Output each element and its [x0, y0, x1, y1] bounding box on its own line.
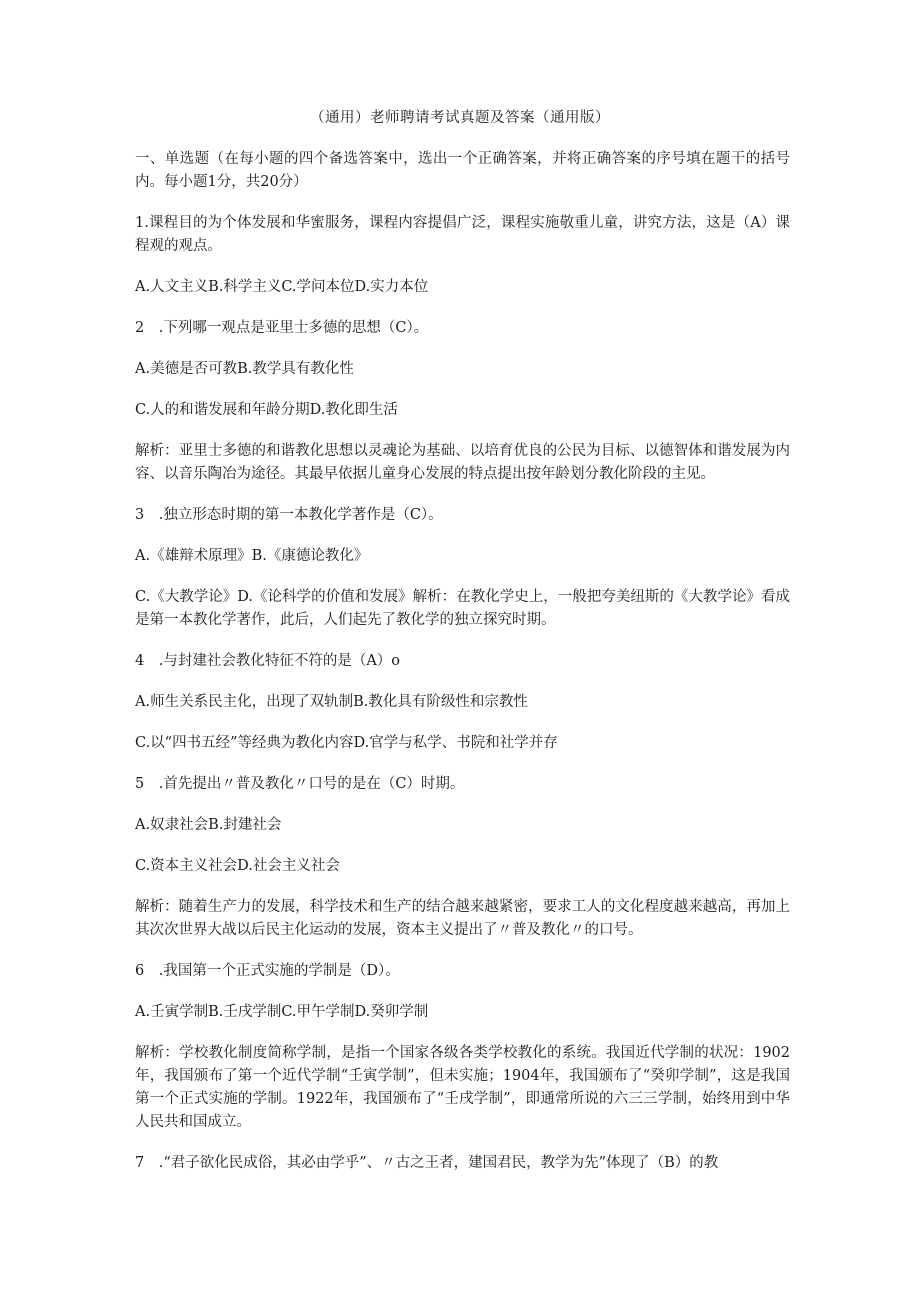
question-6-analysis: 解析：学校教化制度简称学制，是指一个国家各级各类学校教化的系统。我国近代学制的状况：1902年，我国颁布了第一个近代学制“壬寅学制”，但未实施；1904年，我国颁布了“癸卯学制”，这是我国第一个正式实施的学制。1922年，我国颁布了“壬戌学制”，即通常所说的六三三学制，始终用到中华人民共和国成立。 — [135, 1045, 790, 1130]
question-1-options: A.人文主义B.科学主义C.学问本位D.实力本位 — [135, 279, 429, 295]
document-title: （通用）老师聘请考试真题及答案（通用版） — [310, 110, 610, 126]
question-1: 1.课程目的为个体发展和华蜜服务，课程内容提倡广泛，课程实施敬重儿童，讲究方法，这是（A）课程观的观点。 — [135, 215, 790, 254]
question-2: 2 .下列哪一观点是亚里士多德的思想（C）。 — [135, 320, 429, 336]
question-5-options-ab: A.奴隶社会B.封建社会 — [135, 817, 282, 833]
question-5-options-cd: C.资本主义社会D.社会主义社会 — [135, 858, 340, 874]
question-5-analysis: 解析：随着生产力的发展，科学技术和生产的结合越来越紧密，要求工人的文化程度越来越高，再加上其次次世界大战以后民主化运动的发展，资本主义提出了〃普及教化〃的口号。 — [135, 899, 790, 938]
document-body — [135, 148, 790, 1193]
question-3-options-cd-analysis: C.《大教学论》D.《论科学的价值和发展》解析：在教化学史上，一般把夸美纽斯的《大教学论》看成是第一本教化学著作，此后，人们起先了教化学的独立探究时期。 — [135, 589, 790, 628]
question-2-options-cd: C.人的和谐发展和年龄分期D.教化即生活 — [135, 402, 398, 418]
question-3: 3 .独立形态时期的第一本教化学著作是（C）。 — [135, 507, 443, 523]
section-heading: 一、单选题（在每小题的四个备选答案中，选出一个正确答案，并将正确答案的序号填在题干的括号内。每小题1分，共20分） — [135, 151, 790, 190]
question-2-options-ab: A.美德是否可教B.教学具有教化性 — [135, 361, 354, 377]
question-5: 5 .首先提出〃普及教化〃口号的是在（C）时期。 — [135, 776, 465, 792]
question-7: 7 .“君子欲化民成俗，其必由学乎”、〃古之王者，建国君民，教学为先”体现了（B）的教 — [135, 1155, 719, 1171]
question-2-analysis: 解析：亚里士多德的和谐教化思想以灵魂论为基础、以培育优良的公民为目标、以德智体和谐发展为内容、以音乐陶冶为途径。其最早依据儿童身心发展的特点提出按年龄划分教化阶段的主见。 — [135, 443, 790, 482]
question-4-options-ab: A.师生关系民主化，出现了双轨制B.教化具有阶级性和宗教性 — [135, 694, 528, 710]
question-4: 4 .与封建社会教化特征不符的是（A）o — [135, 653, 401, 669]
question-3-options-ab: A.《雄辩术原理》B.《康德论教化》 — [135, 548, 369, 564]
question-4-options-cd: C.以“四书五经”等经典为教化内容D.官学与私学、书院和社学并存 — [135, 735, 558, 751]
question-6-options: A.壬寅学制B.壬戌学制C.甲午学制D.癸卯学制 — [135, 1004, 429, 1020]
question-6: 6 .我国第一个正式实施的学制是（D）。 — [135, 963, 400, 979]
